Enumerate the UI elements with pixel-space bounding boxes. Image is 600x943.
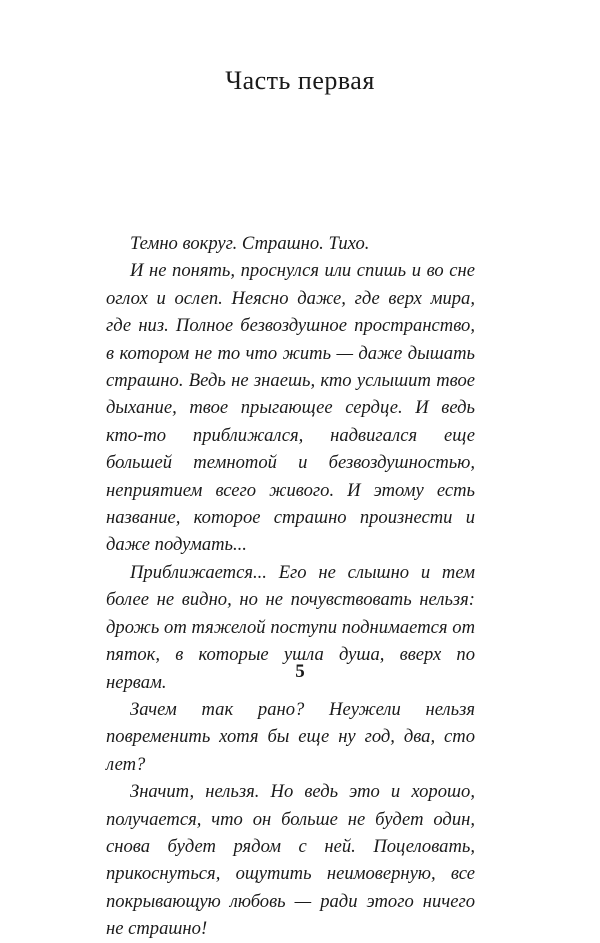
paragraph: Темно вокруг. Страшно. Тихо. [130,233,370,254]
paragraph: Приближается... Его не слышно и тем более не видно, но не почувствовать нельзя: дрожь от тяжелой поступи поднимается от пяток, в которые ушла душа, вверх по нервам. [106,561,475,693]
paragraph: И не понять, проснулся или спишь и во сне оглох и ослеп. Неясно даже, где верх мира, где низ. Полное безвоздушное пространство, в котором не то что жить — даже дышать страшно. Ведь не знаешь, кто услышит твое дыхание, твое прыгающее сердце. И ведь кто-то приближался, надвигался еще большей темнотой и безвоздушностью, неприятием всего живого. И этому есть название, которое страшно произнести и даже подумать... [106,260,475,556]
paragraph: Значит, нельзя. Но ведь это и хорошо, получается, что он больше не будет один, снова будет рядом с ней. Поцеловать, прикоснуться, ощутить неимоверную, все покрывающую любовь — ради этого ничего не страшно! [106,781,475,940]
paragraph: Зачем так рано? Неужели нельзя повременить хотя бы еще ну год, два, сто лет? [106,698,475,775]
page-number: 5 [295,661,305,682]
part-title: Часть первая [225,66,375,95]
body-text [106,230,475,943]
